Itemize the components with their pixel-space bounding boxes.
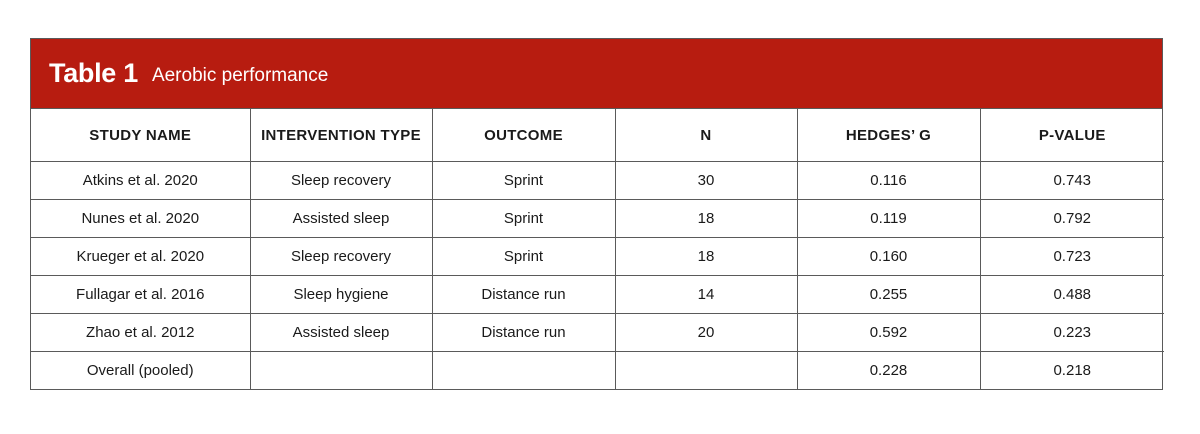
cell-n: 18 (615, 238, 797, 276)
column-header-p-value: P-VALUE (980, 109, 1164, 162)
table-row (31, 162, 1164, 200)
column-header-intervention-type: INTERVENTION TYPE (250, 109, 432, 162)
results-table-card (30, 38, 1163, 390)
cell-outcome: Sprint (432, 200, 615, 238)
cell-study-name: Overall (pooled) (31, 352, 250, 390)
cell-intervention-type: Assisted sleep (250, 314, 432, 352)
cell-outcome: Sprint (432, 238, 615, 276)
table-title: Aerobic performance (151, 64, 329, 86)
cell-hedges-g: 0.116 (797, 162, 980, 200)
cell-p-value: 0.488 (980, 276, 1164, 314)
cell-hedges-g: 0.592 (797, 314, 980, 352)
table-row-pooled (31, 352, 1164, 390)
cell-n: 30 (615, 162, 797, 200)
table-header-row (31, 109, 1164, 162)
column-header-n: N (615, 109, 797, 162)
cell-outcome: Distance run (432, 314, 615, 352)
table-row (31, 276, 1164, 314)
cell-hedges-g: 0.119 (797, 200, 980, 238)
cell-intervention-type: Sleep hygiene (250, 276, 432, 314)
cell-study-name: Krueger et al. 2020 (31, 238, 250, 276)
column-header-outcome: OUTCOME (432, 109, 615, 162)
cell-hedges-g: 0.255 (797, 276, 980, 314)
cell-p-value: 0.792 (980, 200, 1164, 238)
cell-outcome: Sprint (432, 162, 615, 200)
column-header-study-name: STUDY NAME (31, 109, 250, 162)
cell-study-name: Fullagar et al. 2016 (31, 276, 250, 314)
cell-p-value: 0.743 (980, 162, 1164, 200)
table-row (31, 314, 1164, 352)
cell-intervention-type (250, 352, 432, 390)
cell-n (615, 352, 797, 390)
cell-n: 14 (615, 276, 797, 314)
table-row (31, 200, 1164, 238)
cell-p-value: 0.218 (1053, 362, 1092, 379)
table-number: Table 1 (49, 58, 138, 88)
cell-study-name: Atkins et al. 2020 (31, 162, 250, 200)
cell-study-name: Nunes et al. 2020 (31, 200, 250, 238)
column-header-hedges-g: HEDGES’ G (797, 109, 980, 162)
cell-intervention-type: Sleep recovery (250, 162, 432, 200)
cell-outcome (432, 352, 615, 390)
table-row (31, 238, 1164, 276)
table-caption-bar (31, 39, 1162, 109)
results-table (31, 109, 1164, 389)
cell-hedges-g: 0.160 (797, 238, 980, 276)
cell-intervention-type: Assisted sleep (250, 200, 432, 238)
cell-outcome: Distance run (432, 276, 615, 314)
cell-n: 20 (615, 314, 797, 352)
cell-study-name: Zhao et al. 2012 (31, 314, 250, 352)
cell-intervention-type: Sleep recovery (250, 238, 432, 276)
cell-hedges-g: 0.228 (797, 352, 980, 390)
cell-n: 18 (615, 200, 797, 238)
cell-p-value: 0.723 (980, 238, 1164, 276)
cell-p-value: 0.223 (980, 314, 1164, 352)
